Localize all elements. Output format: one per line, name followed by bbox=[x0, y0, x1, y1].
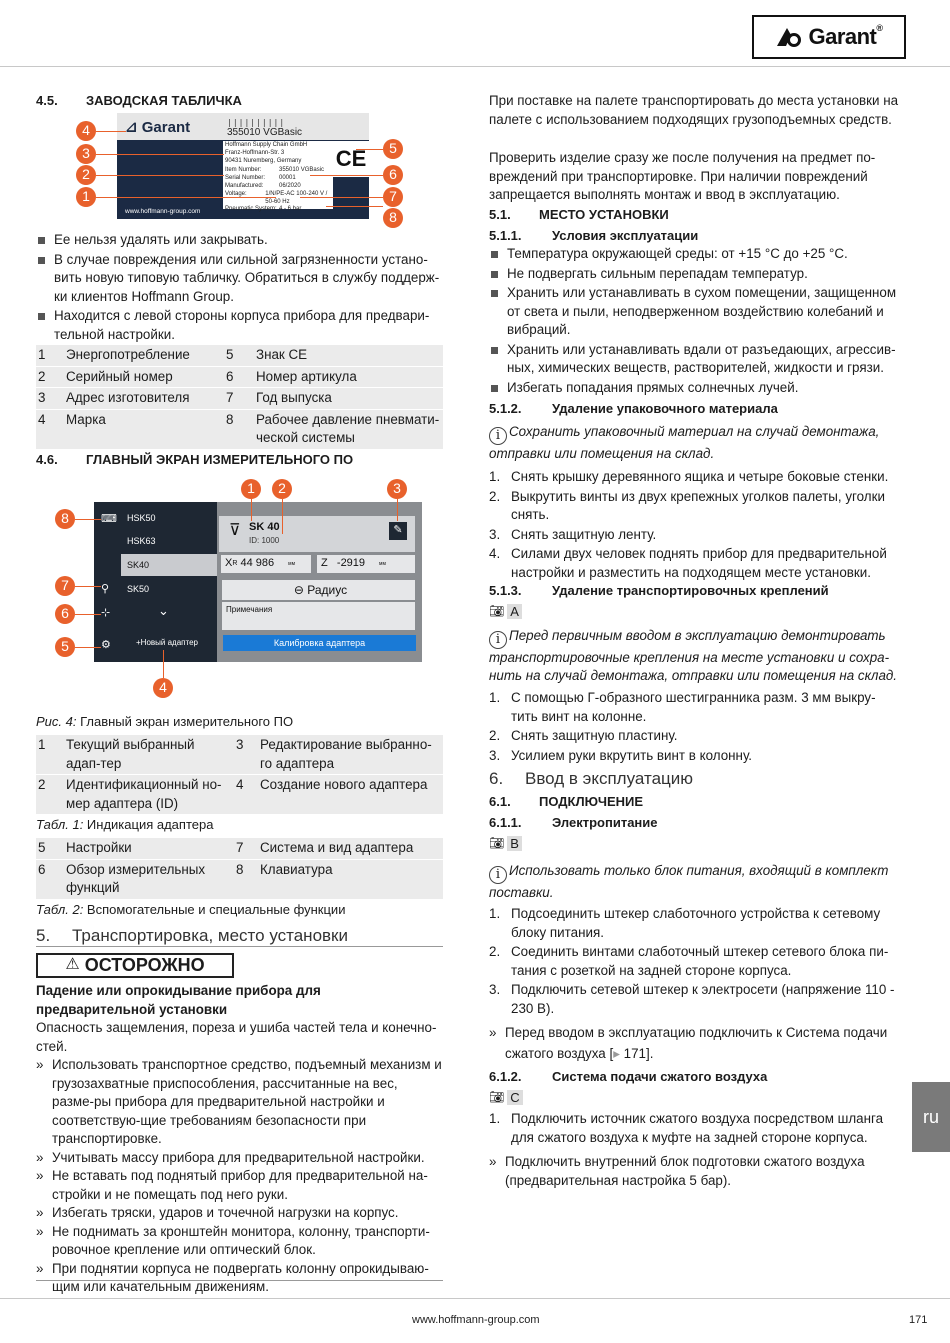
plate-logo: ⊿ Garant bbox=[125, 119, 191, 136]
ce-mark-icon: CE bbox=[333, 141, 369, 177]
edit-pencil-icon: ✎ bbox=[389, 522, 407, 540]
list-item: » Не вставать под поднятый прибор для предварительной на-стройки и не помещать под него руки. bbox=[36, 1167, 443, 1204]
table-row: 6 Обзор измерительных функций 8 Клавиатура bbox=[36, 859, 443, 899]
list-item: » Перед вводом в эксплуатацию подключить к Система подачи сжатого воздуха [▸ 171]. bbox=[489, 1022, 899, 1065]
list-item: » Использовать транспортное средство, подъемный механизм и грузозахватные приспособления, рассчитанные на вес, разме-ры прибора для предварительной настройки и соответствую-щие требованиям безопасности при транспортировке. bbox=[36, 1056, 443, 1149]
callout-8: 8 bbox=[383, 208, 403, 228]
callout-3: 3 bbox=[387, 479, 407, 499]
nameplate-image bbox=[117, 113, 369, 219]
garant-logo bbox=[752, 15, 906, 59]
list-item: 2. Соединить винтами слаботочный штекер сетевого блока пи-тания с розеткой на задней стороне корпуса. bbox=[489, 944, 889, 978]
section-4-6-heading: 4.6. ГЛАВНЫЙ ЭКРАН ИЗМЕРИТЕЛЬНОГО ПО bbox=[36, 452, 354, 467]
callout-7: 7 bbox=[383, 187, 403, 207]
callout-1: 1 bbox=[76, 187, 96, 207]
list-item: » Учитывать массу прибора для предварительной настройки. bbox=[36, 1149, 443, 1168]
card-id: ID: 1000 bbox=[249, 536, 280, 545]
list-item: 2. Выкрутить винты из двух крепежных уголков палеты, уголки снять. bbox=[489, 488, 885, 522]
header-divider bbox=[0, 66, 950, 67]
info-note-5-1-3: i Перед первичным вводом в эксплуатацию демонтировать транспортировочные крепления на месте установки и сохра-нить на случай демонтажа, отправки или помещения на склад. bbox=[489, 628, 898, 684]
list-item: Хранить или устанавливать вдали от разъедающих, агрессив-ных, химических веществ, растворителей, жидкости и грязи. bbox=[489, 341, 899, 378]
adapter-item: HSK50 bbox=[127, 513, 156, 523]
section-5-1-heading: 5.1. МЕСТО УСТАНОВКИ bbox=[489, 207, 669, 222]
list-item: 2. Снять защитную пластину. bbox=[489, 728, 678, 743]
intro-paragraph-1: При поставке на палете транспортировать до места установки на палете с использованием подходящих грузоподъемных средств. bbox=[489, 93, 899, 127]
notes-field: Примечания bbox=[222, 602, 415, 630]
measuring-functions-icon: ⊹ bbox=[101, 607, 111, 619]
table-row: 5 Настройки 7 Система и вид адаптера bbox=[36, 838, 443, 859]
list-item: 1. Подключить источник сжатого воздуха посредством шланга для сжатого воздуха к муфте на задней стороне корпуса. bbox=[489, 1111, 884, 1145]
adapter-card bbox=[219, 516, 415, 552]
list-item: Ее нельзя удалять или закрывать. bbox=[36, 231, 443, 250]
callout-6: 6 bbox=[383, 165, 403, 185]
table-1 bbox=[36, 735, 443, 815]
section-6-1-heading: 6.1. ПОДКЛЮЧЕНИЕ bbox=[489, 794, 644, 809]
list-item: Не подвергать сильным перепадам температур. bbox=[489, 265, 899, 284]
language-tab: ru bbox=[912, 1082, 950, 1152]
plate-barcode: |||||||||| bbox=[227, 118, 286, 127]
info-icon: i bbox=[489, 427, 507, 445]
table-row: 1 Текущий выбранный адап-тер 3 Редактирование выбранно-го адаптера bbox=[36, 735, 443, 775]
garant-logo-icon bbox=[775, 26, 803, 48]
z-value-field: Z -2919 мм bbox=[317, 555, 415, 573]
info-icon: i bbox=[489, 631, 507, 649]
adapter-item: HSK63 bbox=[127, 536, 156, 546]
table-row: 2 Серийный номер 6 Номер артикула bbox=[36, 366, 443, 388]
warning-text: Опасность защемления, пореза и ушиба частей тела и конечно-стей. bbox=[36, 1020, 437, 1054]
callout-7: 7 bbox=[55, 576, 75, 596]
list-item: 3. Усилием руки вкрутить винт в колонну. bbox=[489, 747, 753, 763]
section-5-1-3-heading: 5.1.3. Удаление транспортировочных креплений bbox=[489, 583, 829, 598]
callout-1: 1 bbox=[241, 479, 261, 499]
card-title: SK 40 bbox=[249, 521, 280, 533]
info-note-5-1-2: i Сохранить упаковочный материал на случай демонтажа, отправки или помещения на склад. bbox=[489, 424, 880, 461]
plate-url: www.hoffmann-group.com bbox=[125, 208, 201, 215]
list-item: » Не поднимать за кронштейн монитора, колонну, транспорти-ровочное крепление или оптический блок. bbox=[36, 1223, 443, 1260]
list-item: 3. Подключить сетевой штекер к электросети (напряжение 110 - 230 В). bbox=[489, 982, 895, 1016]
camera-icon: 📷︎ bbox=[489, 1090, 505, 1104]
section-6-1-2-heading: 6.1.2. Система подачи сжатого воздуха bbox=[489, 1069, 768, 1084]
list-item: Температура окружающей среды: от +15 °C до +25 °C. bbox=[489, 245, 899, 264]
list-item: Находится с левой стороны корпуса прибора для предвари-тельной настройки. bbox=[36, 307, 443, 344]
x-value-field: X R 44 986 мм bbox=[221, 555, 311, 573]
callout-3: 3 bbox=[76, 144, 96, 164]
callout-2: 2 bbox=[76, 165, 96, 185]
figure-ref-c: 📷︎ C bbox=[489, 1089, 523, 1106]
figure-ref-b: 📷︎ B bbox=[489, 835, 522, 852]
adapter-system-icon: ⚲ bbox=[101, 583, 110, 595]
bullets-5-1-1 bbox=[489, 245, 899, 398]
camera-icon: 📷︎ bbox=[489, 836, 505, 850]
list-item: Избегать попадания прямых солнечных лучей. bbox=[489, 379, 899, 398]
warning-triangle-icon: ⚠ bbox=[65, 956, 80, 974]
steps-6-1-2 bbox=[489, 1110, 899, 1148]
adapter-item: SK50 bbox=[127, 584, 150, 594]
table-2-caption: Табл. 2: Вспомогательные и специальные функции bbox=[36, 902, 346, 917]
steps-6-1-1 bbox=[489, 905, 899, 1019]
adapter-item: SK40 bbox=[127, 560, 150, 570]
callout-6: 6 bbox=[55, 604, 75, 624]
arrow-instruction-6-1-1 bbox=[489, 1022, 899, 1065]
adapter-icon: ⊽ bbox=[229, 522, 241, 539]
figure-4-caption: Рис. 4: Главный экран измерительного ПО bbox=[36, 714, 294, 729]
chevron-down-icon: ⌄ bbox=[158, 603, 169, 618]
chapter-6-heading: 6. Ввод в эксплуатацию bbox=[489, 769, 694, 788]
section-6-1-1-heading: 6.1.1. Электропитание bbox=[489, 815, 658, 830]
steps-5-1-3 bbox=[489, 689, 899, 766]
plate-info: Hoffmann Supply Chain GmbH Franz-Hoffmann-Str. 3 90431 Nuremberg, Germany Item Number: 355010 VGBasic Serial Number: 00001 Manufactured: 06/2020 Voltage: 1/N/PE-AC 100-240 V / 50-60 Hz Pneumatic System: 4 - 6 bar bbox=[223, 141, 333, 209]
table-1-caption: Табл. 1: Индикация адаптера bbox=[36, 817, 214, 832]
list-item: В случае повреждения или сильной загрязненности устано-вить новую типовую табличку. Обратиться в службу поддерж-ки клиентов Hoffmann Group. bbox=[36, 251, 443, 307]
chapter-5-heading: 5. Транспортировка, место установки bbox=[36, 926, 348, 945]
software-main-screen bbox=[94, 502, 422, 662]
warning-badge: ⚠ ОСТОРОЖНО bbox=[36, 953, 234, 978]
callout-5: 5 bbox=[383, 139, 403, 159]
list-item: 1. Подсоединить штекер слаботочного устройства к сетевому блоку питания. bbox=[489, 906, 881, 940]
calibrate-adapter-button: Калибровка адаптера bbox=[223, 635, 416, 651]
keyboard-icon: ⌨ bbox=[101, 513, 117, 525]
section-4-5-heading: 4.5. ЗАВОДСКАЯ ТАБЛИЧКА bbox=[36, 93, 242, 108]
settings-gear-icon: ⚙ bbox=[101, 639, 111, 651]
table-row: 2 Идентификационный но-мер адаптера (ID) 4 Создание нового адаптера bbox=[36, 775, 443, 815]
callout-4: 4 bbox=[153, 678, 173, 698]
footer-divider bbox=[0, 1298, 950, 1299]
callout-4: 4 bbox=[76, 121, 96, 141]
table-row: 3 Адрес изготовителя 7 Год выпуска bbox=[36, 388, 443, 410]
table-2 bbox=[36, 838, 443, 900]
intro-paragraph-2: Проверить изделие сразу же после получения на предмет по-вреждений при транспортировке. При наличии повреждений запрещается выполнять монтаж и ввод в эксплуатацию. bbox=[489, 150, 876, 202]
bullets-4-5 bbox=[36, 231, 443, 345]
table-row: 4 Марка 8 Рабочее давление пневмати-ческой системы bbox=[36, 409, 443, 449]
list-item: » При поднятии корпуса не подвергать колонну опрокидываю-щим или качательным движениям. bbox=[36, 1260, 443, 1297]
callout-5: 5 bbox=[55, 637, 75, 657]
list-item: » Подключить внутренний блок подготовки сжатого воздуха (предварительная настройка 5 бар). bbox=[489, 1153, 899, 1190]
section-5-1-2-heading: 5.1.2. Удаление упаковочного материала bbox=[489, 401, 778, 416]
logo-text: Garant® bbox=[808, 22, 883, 49]
radius-button: ⊖ Радиус bbox=[222, 580, 415, 600]
page-ref-link[interactable]: 171 bbox=[623, 1046, 646, 1062]
arrow-instruction-6-1-2 bbox=[489, 1153, 899, 1190]
list-item: » Избегать тряски, ударов и точечной нагрузки на корпус. bbox=[36, 1204, 443, 1223]
footer-url: www.hoffmann-group.com bbox=[412, 1314, 540, 1326]
plate-model: 355010 VGBasic bbox=[227, 127, 303, 138]
list-item: 1. С помощью Г-образного шестигранника разм. 3 мм выкру-тить винт на колонне. bbox=[489, 690, 876, 724]
steps-5-1-2 bbox=[489, 468, 899, 583]
table-4-5 bbox=[36, 345, 443, 450]
table-row: 1 Энергопотребление 5 Знак CE bbox=[36, 345, 443, 366]
camera-icon: 📷︎ bbox=[489, 604, 505, 618]
callout-8: 8 bbox=[55, 509, 75, 529]
list-item: 4. Силами двух человек поднять прибор для предварительной настройки и разместить на подходящем месте установки. bbox=[489, 546, 887, 580]
warning-list bbox=[36, 1056, 443, 1297]
list-item: 3. Снять защитную ленту. bbox=[489, 526, 657, 542]
info-icon: i bbox=[489, 866, 507, 884]
callout-2: 2 bbox=[272, 479, 292, 499]
info-note-6-1-1: i Использовать только блок питания, входящий в комплект поставки. bbox=[489, 863, 889, 900]
warning-title: Падение или опрокидывание прибора для предварительной установки bbox=[36, 983, 321, 1017]
list-item: 1. Снять крышку деревянного ящика и четыре боковые стенки. bbox=[489, 469, 889, 484]
section-5-1-1-heading: 5.1.1. Условия эксплуатации bbox=[489, 228, 699, 243]
list-item: Хранить или устанавливать в сухом помещении, защищенном от света и пыли, неподверженном воздействию колебаний и вибраций. bbox=[489, 284, 899, 340]
page-number: 171 bbox=[909, 1314, 928, 1326]
figure-ref-a: 📷︎ A bbox=[489, 603, 522, 620]
new-adapter-button: +Новый адаптер bbox=[136, 638, 198, 647]
